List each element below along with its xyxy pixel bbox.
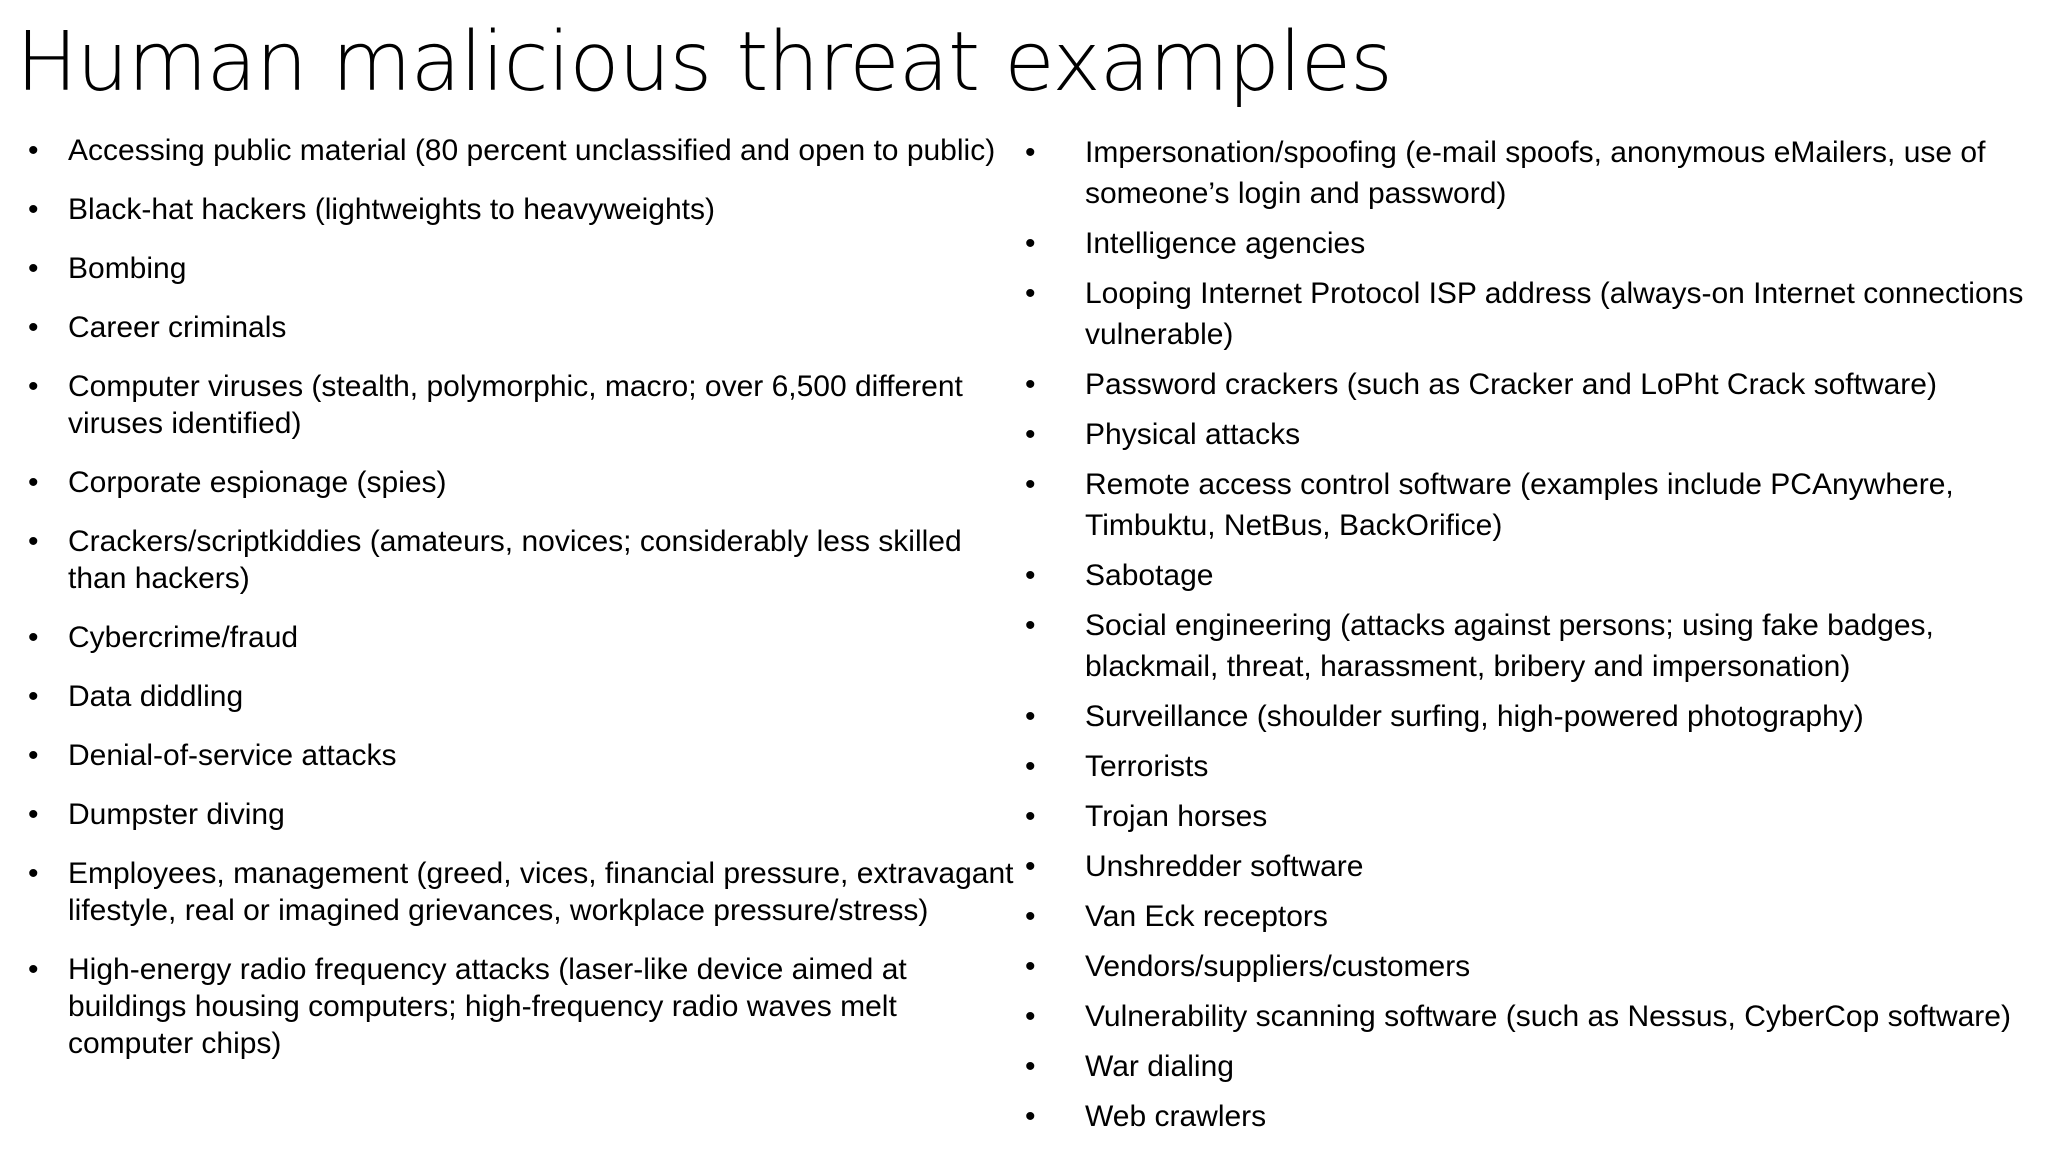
bullet-icon: • <box>1025 136 1036 169</box>
bullet-icon: • <box>28 953 39 986</box>
list-item <box>1023 605 2033 687</box>
list-item <box>28 737 1028 774</box>
slide-title: Human malicious threat examples <box>16 15 1392 110</box>
list-item-text: War dialing <box>1085 1050 1234 1083</box>
bullet-icon: • <box>1025 850 1036 883</box>
list-item-text: Looping Internet Protocol ISP address (always-on Internet connections vulnerable) <box>1085 277 2024 351</box>
list-item-text: Web crawlers <box>1085 1100 1267 1133</box>
list-item <box>28 678 1028 715</box>
list-item <box>1023 1046 2033 1087</box>
bullet-icon: • <box>28 466 39 499</box>
list-item <box>1023 273 2033 355</box>
list-item <box>28 250 1028 287</box>
list-item <box>1023 946 2033 987</box>
list-item-text: Trojan horses <box>1085 800 1268 833</box>
list-item-text: Bombing <box>68 252 187 285</box>
list-item-text: Employees, management (greed, vices, financial pressure, extravagant lifestyle, real or imagined grievances, workplace pressure/stress) <box>68 857 1014 927</box>
list-item-text: Vulnerability scanning software (such as Nessus, CyberCop software) <box>1085 1000 2011 1033</box>
bullet-icon: • <box>28 193 39 226</box>
bullet-icon: • <box>1025 1050 1036 1083</box>
list-item <box>28 855 1028 929</box>
list-item-text: Career criminals <box>68 311 287 344</box>
list-item <box>1023 1096 2033 1137</box>
list-item-text: Computer viruses (stealth, polymorphic, macro; over 6,500 different viruses identified) <box>68 370 963 440</box>
list-item <box>28 796 1028 833</box>
list-item-text: Crackers/scriptkiddies (amateurs, novices; considerably less skilled than hackers) <box>68 525 962 595</box>
list-item-text: Van Eck receptors <box>1085 900 1328 933</box>
bullet-icon: • <box>1025 559 1036 592</box>
list-item-text: Cybercrime/fraud <box>68 621 299 654</box>
list-item-text: Password crackers (such as Cracker and LoPht Crack software) <box>1085 368 1937 401</box>
list-item-text: Remote access control software (examples include PCAnywhere, Timbuktu, NetBus, BackOrifice) <box>1085 468 1954 542</box>
bullet-icon: • <box>1025 750 1036 783</box>
bullet-icon: • <box>28 857 39 890</box>
list-item-text: Terrorists <box>1085 750 1209 783</box>
list-item <box>28 464 1028 501</box>
bullet-icon: • <box>28 680 39 713</box>
list-item <box>28 619 1028 656</box>
bullet-icon: • <box>1025 1100 1036 1133</box>
list-item-text: High-energy radio frequency attacks (laser-like device aimed at buildings housing computers; high-frequency radio waves melt computer chips) <box>68 953 907 1060</box>
list-item <box>1023 996 2033 1037</box>
list-item <box>1023 464 2033 546</box>
bullet-icon: • <box>1025 609 1036 642</box>
list-item-text: Dumpster diving <box>68 798 285 831</box>
bullet-icon: • <box>1025 418 1036 451</box>
list-item-text: Accessing public material (80 percent unclassified and open to public) <box>68 134 996 167</box>
bullet-icon: • <box>28 311 39 344</box>
bullet-icon: • <box>28 525 39 558</box>
list-item <box>28 523 1028 597</box>
list-item-text: Social engineering (attacks against persons; using fake badges, blackmail, threat, harassment, bribery and impersonation) <box>1085 609 1934 683</box>
bullet-icon: • <box>1025 900 1036 933</box>
list-item-text: Unshredder software <box>1085 850 1364 883</box>
bullet-icon: • <box>1025 468 1036 501</box>
bullet-icon: • <box>28 134 39 167</box>
bullet-icon: • <box>1025 800 1036 833</box>
list-item <box>1023 223 2033 264</box>
bullet-icon: • <box>1025 368 1036 401</box>
list-item <box>1023 846 2033 887</box>
list-item <box>28 309 1028 346</box>
threat-list-left <box>28 132 1028 1084</box>
bullet-icon: • <box>28 739 39 772</box>
list-item-text: Black-hat hackers (lightweights to heavyweights) <box>68 193 715 226</box>
list-item <box>1023 414 2033 455</box>
list-item-text: Denial-of-service attacks <box>68 739 397 772</box>
bullet-icon: • <box>1025 227 1036 260</box>
list-item <box>28 132 1028 169</box>
list-item <box>28 368 1028 442</box>
list-item-text: Intelligence agencies <box>1085 227 1366 260</box>
list-item-text: Vendors/suppliers/customers <box>1085 950 1471 983</box>
list-item <box>1023 555 2033 596</box>
list-item-text: Corporate espionage (spies) <box>68 466 447 499</box>
list-item <box>1023 132 2033 214</box>
list-item <box>28 951 1028 1062</box>
bullet-icon: • <box>28 621 39 654</box>
list-item <box>1023 896 2033 937</box>
list-item <box>28 191 1028 228</box>
threat-list-right <box>1023 132 2033 1146</box>
bullet-icon: • <box>28 370 39 403</box>
bullet-icon: • <box>1025 1000 1036 1033</box>
list-item <box>1023 696 2033 737</box>
list-item-text: Sabotage <box>1085 559 1214 592</box>
list-item-text: Impersonation/spoofing (e-mail spoofs, anonymous eMailers, use of someone’s login and password) <box>1085 136 1986 210</box>
list-item <box>1023 364 2033 405</box>
bullet-icon: • <box>28 798 39 831</box>
list-item <box>1023 746 2033 787</box>
list-item-text: Data diddling <box>68 680 244 713</box>
bullet-icon: • <box>28 252 39 285</box>
bullet-icon: • <box>1025 950 1036 983</box>
bullet-icon: • <box>1025 277 1036 310</box>
list-item-text: Physical attacks <box>1085 418 1301 451</box>
list-item <box>1023 796 2033 837</box>
bullet-icon: • <box>1025 700 1036 733</box>
list-item-text: Surveillance (shoulder surfing, high-powered photography) <box>1085 700 1864 733</box>
